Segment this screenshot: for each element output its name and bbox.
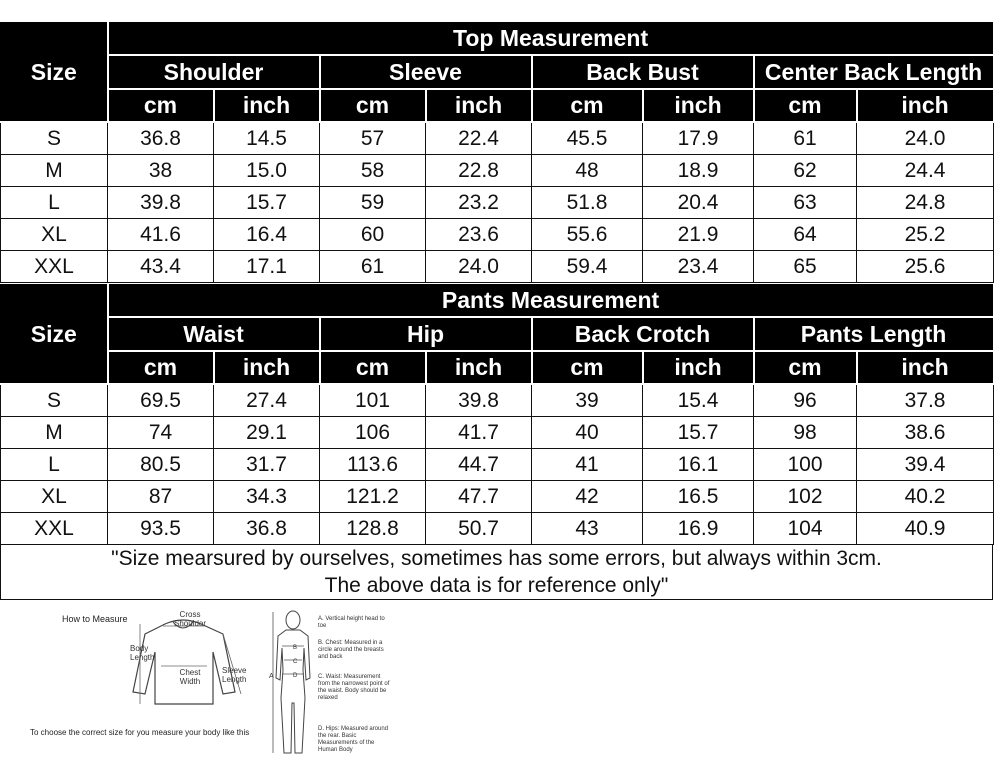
unit-header: inch [857,351,994,384]
size-header: Size [1,285,108,385]
unit-header: inch [857,89,994,122]
figure-letter-d: D [293,673,298,679]
group-header-center-back-length: Center Back Length [754,55,994,89]
value-cell: 58 [320,155,426,187]
group-header-back-bust: Back Bust [532,55,754,89]
unit-header: cm [532,351,643,384]
value-cell: 34.3 [214,481,320,513]
value-cell: 17.9 [643,122,754,155]
value-cell: 24.0 [857,122,994,155]
how-to-measure-title: How to Measure [62,614,128,624]
value-cell: 96 [754,384,857,417]
value-cell: 100 [754,449,857,481]
body-figure-illustration [268,608,318,758]
value-cell: 40 [532,417,643,449]
value-cell: 25.2 [857,219,994,251]
value-cell: 61 [320,251,426,283]
value-cell: 15.4 [643,384,754,417]
figure-letter-b: B [293,645,298,651]
value-cell: 113.6 [320,449,426,481]
value-cell: 93.5 [108,513,214,545]
value-cell: 14.5 [214,122,320,155]
group-header-sleeve: Sleeve [320,55,532,89]
group-header-waist: Waist [108,317,320,351]
size-cell: XXL [1,513,108,545]
value-cell: 44.7 [426,449,532,481]
value-cell: 22.4 [426,122,532,155]
unit-header: inch [426,351,532,384]
value-cell: 43.4 [108,251,214,283]
value-cell: 31.7 [214,449,320,481]
group-header-pants-length: Pants Length [754,317,994,351]
size-header: Size [1,23,108,123]
value-cell: 23.2 [426,187,532,219]
unit-header: cm [108,89,214,122]
how-to-measure-panel [0,600,1000,768]
value-cell: 47.7 [426,481,532,513]
size-cell: M [1,155,108,187]
group-header-hip: Hip [320,317,532,351]
unit-header: inch [214,89,320,122]
unit-header: inch [643,351,754,384]
value-cell: 87 [108,481,214,513]
value-cell: 80.5 [108,449,214,481]
unit-header: cm [754,89,857,122]
pants-measurement-table [0,284,995,545]
value-cell: 57 [320,122,426,155]
size-cell: XXL [1,251,108,283]
value-cell: 42 [532,481,643,513]
value-cell: 51.8 [532,187,643,219]
body-length-label: Body Length [130,644,155,662]
value-cell: 23.4 [643,251,754,283]
unit-header: cm [320,351,426,384]
table-row [1,187,994,219]
value-cell: 21.9 [643,219,754,251]
value-cell: 38 [108,155,214,187]
value-cell: 50.7 [426,513,532,545]
figure-letter-c: C [293,659,298,665]
cross-shoulder-label: Cross Shoulder [173,610,207,628]
value-cell: 63 [754,187,857,219]
unit-header: cm [754,351,857,384]
table-row [1,449,994,481]
table-row [1,513,994,545]
value-cell: 39.8 [108,187,214,219]
value-cell: 20.4 [643,187,754,219]
value-cell: 16.9 [643,513,754,545]
value-cell: 55.6 [532,219,643,251]
table-row [1,417,994,449]
size-cell: S [1,384,108,417]
size-cell: S [1,122,108,155]
value-cell: 101 [320,384,426,417]
table-title: Top Measurement [108,23,994,56]
table-row [1,251,994,283]
value-cell: 39.8 [426,384,532,417]
value-cell: 23.6 [426,219,532,251]
top-measurement-table [0,22,995,283]
size-cell: XL [1,219,108,251]
value-cell: 48 [532,155,643,187]
note-waist: C. Waist: Measurement from the narrowest point of the waist. Body should be relaxed [318,674,390,701]
value-cell: 16.1 [643,449,754,481]
value-cell: 61 [754,122,857,155]
note-chest: B. Chest: Measured in a circle around the breasts and back [318,640,384,660]
group-header-back-crotch: Back Crotch [532,317,754,351]
note-height: A. Vertical height head to toe [318,616,385,629]
value-cell: 24.8 [857,187,994,219]
value-cell: 128.8 [320,513,426,545]
value-cell: 39.4 [857,449,994,481]
value-cell: 40.9 [857,513,994,545]
unit-header: cm [108,351,214,384]
unit-header: cm [532,89,643,122]
unit-header: inch [214,351,320,384]
value-cell: 39 [532,384,643,417]
sleeve-length-label: Sleeve Length [222,666,247,684]
value-cell: 22.8 [426,155,532,187]
group-header-shoulder: Shoulder [108,55,320,89]
value-cell: 65 [754,251,857,283]
value-cell: 102 [754,481,857,513]
size-cell: L [1,187,108,219]
value-cell: 106 [320,417,426,449]
value-cell: 59 [320,187,426,219]
table-row [1,481,994,513]
value-cell: 40.2 [857,481,994,513]
value-cell: 24.0 [426,251,532,283]
value-cell: 15.7 [643,417,754,449]
note-hips: D. Hips: Measured around the rear. Basic Measurements of the Human Body [318,726,389,753]
value-cell: 62 [754,155,857,187]
table-row [1,219,994,251]
value-cell: 104 [754,513,857,545]
value-cell: 18.9 [643,155,754,187]
value-cell: 41.6 [108,219,214,251]
chest-width-label: Chest Width [179,668,201,686]
value-cell: 43 [532,513,643,545]
value-cell: 29.1 [214,417,320,449]
value-cell: 17.1 [214,251,320,283]
figure-letter-a: A [269,673,274,680]
value-cell: 36.8 [108,122,214,155]
unit-header: inch [426,89,532,122]
table-row [1,155,994,187]
value-cell: 27.4 [214,384,320,417]
value-cell: 121.2 [320,481,426,513]
value-cell: 24.4 [857,155,994,187]
disclaimer-line-2: The above data is for reference only" [324,574,669,597]
value-cell: 41.7 [426,417,532,449]
measurement-disclaimer [0,545,993,600]
value-cell: 64 [754,219,857,251]
value-cell: 15.0 [214,155,320,187]
table-row [1,122,994,155]
size-cell: M [1,417,108,449]
how-to-measure-caption: To choose the correct size for you measure your body like this [30,728,250,737]
value-cell: 25.6 [857,251,994,283]
unit-header: inch [643,89,754,122]
value-cell: 16.4 [214,219,320,251]
value-cell: 41 [532,449,643,481]
value-cell: 16.5 [643,481,754,513]
value-cell: 74 [108,417,214,449]
value-cell: 15.7 [214,187,320,219]
value-cell: 98 [754,417,857,449]
size-cell: L [1,449,108,481]
value-cell: 36.8 [214,513,320,545]
value-cell: 59.4 [532,251,643,283]
value-cell: 60 [320,219,426,251]
unit-header: cm [320,89,426,122]
value-cell: 38.6 [857,417,994,449]
table-row [1,384,994,417]
table-title: Pants Measurement [108,285,994,318]
value-cell: 69.5 [108,384,214,417]
disclaimer-line-1: "Size mearsured by ourselves, sometimes has some errors, but always within 3cm. [111,547,882,570]
value-cell: 45.5 [532,122,643,155]
size-cell: XL [1,481,108,513]
value-cell: 37.8 [857,384,994,417]
